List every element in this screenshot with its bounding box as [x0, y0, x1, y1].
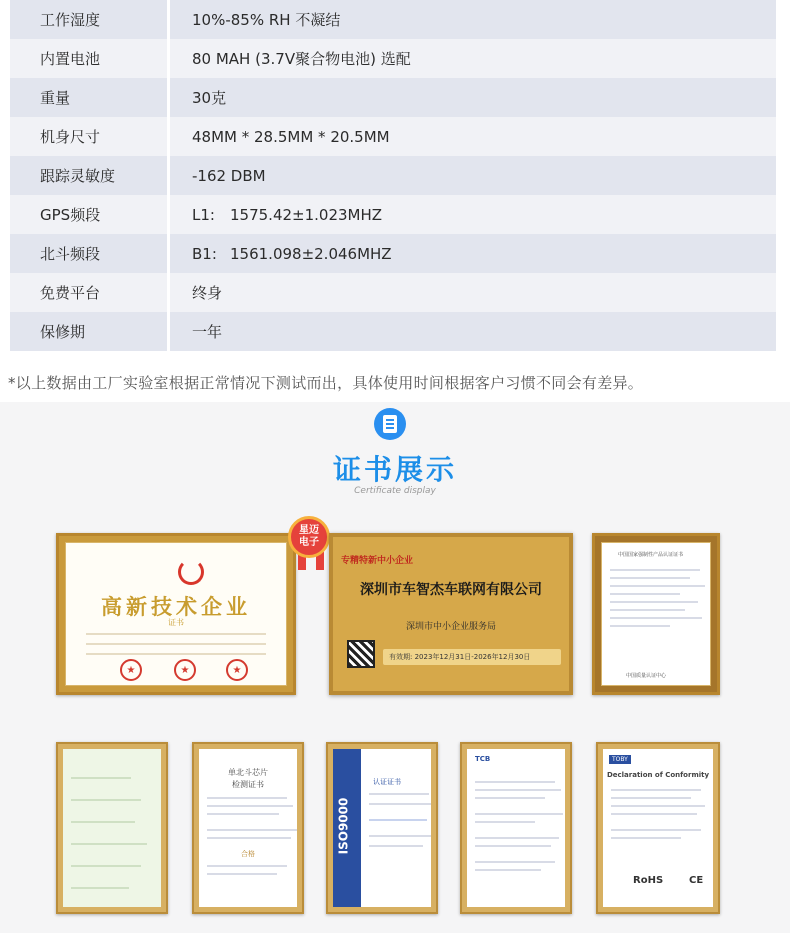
plaque-company: 深圳市车智杰车联网有限公司	[360, 582, 542, 598]
flame-logo-icon	[178, 559, 204, 585]
spec-row-sensitivity	[10, 156, 776, 195]
spec-value-cell	[170, 234, 776, 273]
seal-icon: ★	[174, 659, 196, 681]
seal-icon: ★	[226, 659, 248, 681]
tcb-certificate-image	[460, 742, 572, 914]
spec-value: 80 MAH (3.7V聚合物电池) 选配	[170, 39, 776, 78]
spec-value: 终身	[170, 273, 776, 312]
spec-row-weight	[10, 78, 776, 117]
certificate-icon	[374, 408, 406, 440]
section-subtitle: Certificate display	[354, 486, 436, 496]
spec-key: 内置电池	[10, 39, 167, 78]
spec-row-beidou	[10, 234, 776, 273]
spec-row-warranty	[10, 312, 776, 351]
spec-row-gps	[10, 195, 776, 234]
spec-key: 工作湿度	[10, 0, 167, 39]
spec-row-platform	[10, 273, 776, 312]
band-label: B1:	[192, 244, 217, 263]
spec-value-cell	[170, 195, 776, 234]
spec-table	[10, 0, 776, 351]
spec-row-size	[10, 117, 776, 156]
iso-title: 认证证书	[373, 778, 401, 786]
specialized-sme-plaque-image	[329, 533, 573, 695]
ccc-certificate-image	[592, 533, 720, 695]
footnote: *以上数据由工厂实验室根据正常情况下测试而出，具体使用时间根据客户习惯不同会有差异。	[8, 374, 644, 392]
spec-value: 1575.42±1.023MHZ	[230, 205, 383, 224]
beidou-result: 合格	[241, 850, 255, 858]
spec-row-battery	[10, 39, 776, 78]
spec-value: -162 DBM	[170, 156, 776, 195]
plaque-tag: 专精特新中小企业	[341, 556, 414, 566]
toby-doc-certificate-image	[596, 742, 720, 914]
spec-key: 免费平台	[10, 273, 167, 312]
rohs-mark: RoHS	[633, 875, 664, 886]
spec-row-humidity	[10, 0, 776, 39]
spec-value: 一年	[170, 312, 776, 351]
spec-key: 跟踪灵敏度	[10, 156, 167, 195]
beidou-test-certificate-image	[192, 742, 304, 914]
green-certificate-image	[56, 742, 168, 914]
spec-key: 保修期	[10, 312, 167, 351]
spec-key: GPS频段	[10, 195, 167, 234]
beidou-title: 单北斗芯片	[228, 768, 268, 777]
spec-key: 北斗频段	[10, 234, 167, 273]
section-title: 证书展示	[332, 453, 457, 486]
beidou-subtitle: 检测证书	[232, 780, 264, 789]
ccc-footer: 中国质量认证中心	[626, 673, 667, 679]
toby-brand: TOBY	[609, 755, 631, 764]
ccc-header: 中国国家强制性产品认证证书	[618, 552, 684, 558]
brand-badge: 星迈 电子	[288, 516, 330, 558]
ce-mark: CE	[689, 875, 704, 886]
spec-value: 48MM * 28.5MM * 20.5MM	[170, 117, 776, 156]
plaque-org: 深圳市中小企业服务局	[405, 622, 496, 632]
hightech-title: 高新技术企业	[101, 594, 251, 619]
spec-value: 30克	[170, 78, 776, 117]
tcb-label: TCB	[475, 755, 491, 763]
qr-code-icon	[347, 640, 375, 668]
certificate-section	[0, 402, 790, 933]
spec-value: 1561.098±2.046MHZ	[230, 244, 392, 263]
plaque-date: 有效期: 2023年12月31日-2026年12月30日	[383, 649, 561, 665]
spec-key: 重量	[10, 78, 167, 117]
hightech-certificate-image	[56, 533, 296, 695]
spec-key: 机身尺寸	[10, 117, 167, 156]
iso9000-certificate-image	[326, 742, 438, 914]
seal-icon: ★	[120, 659, 142, 681]
hightech-subtitle: 证书	[168, 618, 184, 627]
spec-value: 10%-85% RH 不凝结	[170, 0, 776, 39]
toby-title: Declaration of Conformity	[606, 771, 710, 779]
band-label: L1:	[192, 205, 215, 224]
iso-brand: ISO9000	[336, 797, 351, 855]
